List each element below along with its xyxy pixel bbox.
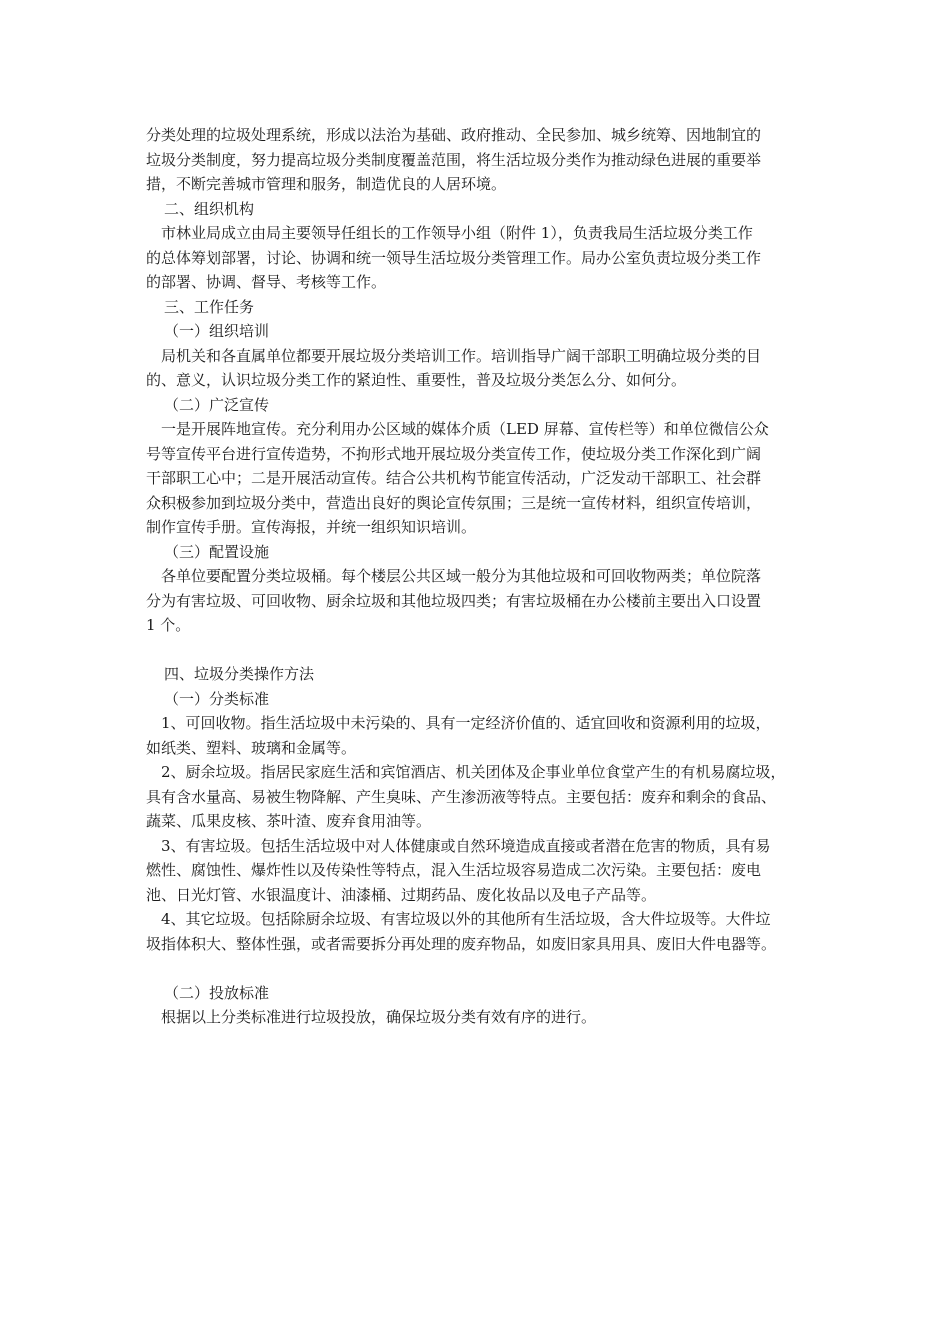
text-line: 措，不断完善城市管理和服务，制造优良的人居环境。 (146, 175, 507, 193)
text-line: 如纸类、塑料、玻璃和金属等。 (146, 738, 357, 757)
text-line: 局机关和各直属单位都要开展垃圾分类培训工作。培训指导广阔干部职工明确垃圾分类的目 (161, 346, 762, 365)
text-line: 根据以上分类标准进行垃圾投放，确保垃圾分类有效有序的进行。 (161, 1008, 597, 1026)
text-line: 的部署、协调、督导、考核等工作。 (146, 273, 387, 291)
text-line: 1 个。 (146, 616, 191, 634)
text-line: 池、日光灯管、水银温度计、油漆桶、过期药品、废化妆品以及电子产品等。 (146, 885, 657, 904)
subsection-heading: （二）广泛宣传 (164, 395, 270, 414)
text-line: 号等宣传平台进行宣传造势，不拘形式地开展垃圾分类宣传工作，使垃圾分类工作深化到广阔 (146, 444, 762, 463)
text-line: 各单位要配置分类垃圾桶。每个楼层公共区域一般分为其他垃圾和可回收物两类；单位院落 (161, 567, 762, 585)
subsection-heading: （二）投放标准 (164, 983, 270, 1002)
subsection-heading: （三）配置设施 (164, 542, 270, 561)
text-line: 燃性、腐蚀性、爆炸性以及传染性等特点，混入生活垃圾容易造成二次污染。主要包括：废电 (146, 861, 762, 879)
section-heading: 三、工作任务 (164, 297, 255, 316)
text-line: 干部职工心中；二是开展活动宣传。结合公共机构节能宣传活动，广泛发动干部职工、社会群 (146, 469, 762, 487)
document-page (146, 123, 816, 1030)
text-line: 垃圾分类制度，努力提高垃圾分类制度覆盖范围，将生活垃圾分类作为推动绿色进展的重要举 (146, 150, 762, 169)
text-line: 的总体筹划部署，讨论、协调和统一领导生活垃圾分类管理工作。局办公室负责垃圾分类工作 (146, 248, 762, 267)
text-line: 一是开展阵地宣传。充分利用办公区域的媒体介质（LED 屏幕、宣传栏等）和单位微信公众 (161, 420, 769, 438)
text-line: 市林业局成立由局主要领导任组长的工作领导小组（附件 1），负责我局生活垃圾分类工作 (161, 224, 753, 242)
text-line: 分类处理的垃圾处理系统，形成以法治为基础、政府推动、全民参加、城乡统筹、因地制宜的 (146, 126, 762, 144)
text-line: 制作宣传手册。宣传海报，并统一组织知识培训。 (146, 518, 477, 536)
text-line: 3、有害垃圾。包括生活垃圾中对人体健康或自然环境造成直接或者潜在危害的物质，具有易 (161, 836, 771, 855)
text-line: 具有含水量高、易被生物降解、产生臭味、产生渗沥液等特点。主要包括：废弃和剩余的食品、 (146, 787, 777, 806)
text-line: 分为有害垃圾、可回收物、厨余垃圾和其他垃圾四类；有害垃圾桶在办公楼前主要出入口设置 (146, 591, 762, 610)
text-line: 众积极参加到垃圾分类中，营造出良好的舆论宣传氛围；三是统一宣传材料，组织宣传培训， (146, 493, 762, 512)
blank-line (146, 956, 816, 981)
text-line: 圾指体积大、整体性强，或者需要拆分再处理的废弃物品，如废旧家具用具、废旧大件电器等。 (146, 934, 777, 953)
subsection-heading: （一）组织培训 (164, 322, 270, 340)
blank-line (146, 638, 816, 663)
section-heading: 四、垃圾分类操作方法 (164, 665, 315, 683)
section-heading: 二、组织机构 (164, 199, 255, 218)
text-line: 的、意义，认识垃圾分类工作的紧迫性、重要性，普及垃圾分类怎么分、如何分。 (146, 371, 687, 389)
text-line: 2、厨余垃圾。指居民家庭生活和宾馆酒店、机关团体及企事业单位食堂产生的有机易腐垃圾， (161, 763, 786, 781)
text-line: 蔬菜、瓜果皮核、茶叶渣、废弃食用油等。 (146, 812, 432, 830)
text-line: 4、其它垃圾。包括除厨余垃圾、有害垃圾以外的其他所有生活垃圾，含大件垃圾等。大件垃 (161, 910, 771, 928)
subsection-heading: （一）分类标准 (164, 689, 270, 708)
text-line: 1、可回收物。指生活垃圾中未污染的、具有一定经济价值的、适宜回收和资源利用的垃圾， (161, 714, 771, 732)
